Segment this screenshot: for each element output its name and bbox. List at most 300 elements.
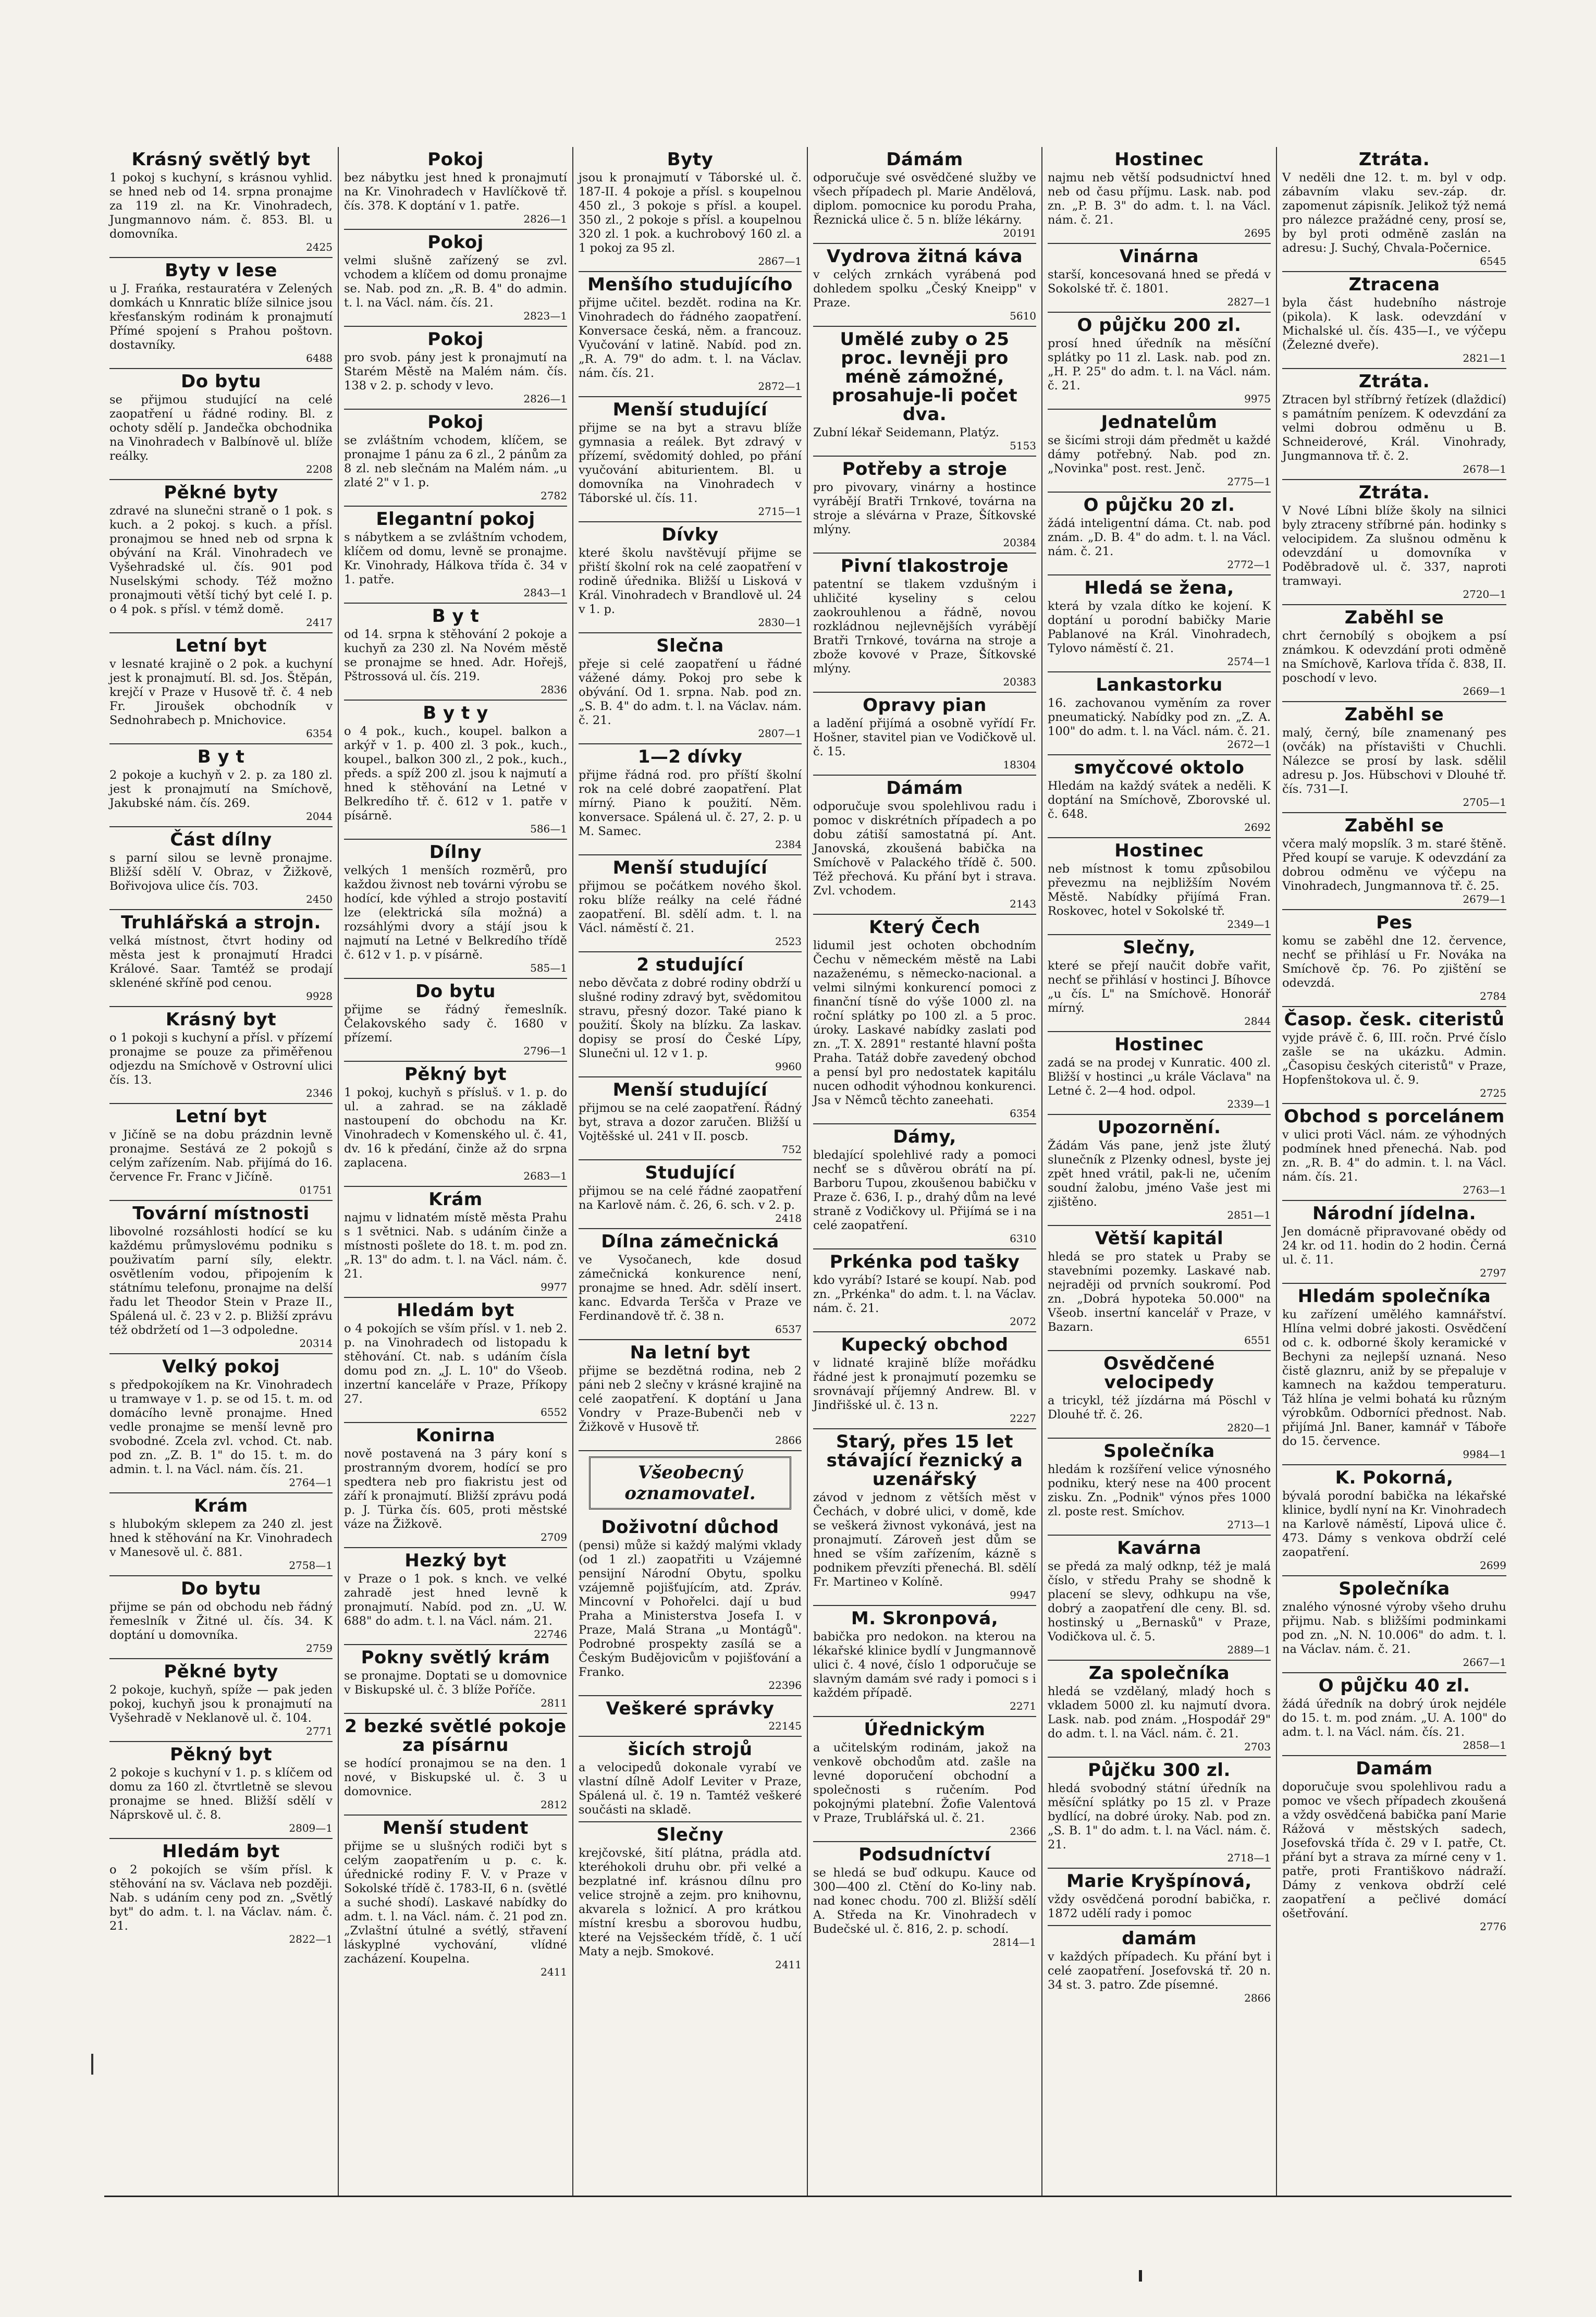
ad-text: ku zařízení umělého kamnářství. Hlína velmi dobré jakosti. Osvědčení od c. k. odborné školy keramické v Bechyni za nejlepší uznaná. Neso čistě glaznru, aniž by se přepaluje v kamnech na každou temperaturu. Táž hlína je velmi bohatá ku různým výrobkům. Odborníci přednost. Nab. přijímá Jnl. Baner, kamnář v Táboře do 15. července. [1282,1308,1506,1448]
classified-ad [813,244,1036,327]
ad-number: 2797 [1480,1267,1506,1279]
ad-title: B y t [432,606,480,627]
classified-ad [813,1249,1036,1332]
ad-text: pro svob. pány jest k pronajmutí na Starém Městě na Malém nám. čís. 138 v 2. p. schody v levo. [344,351,567,393]
ad-number: 2764—1 [289,1476,333,1489]
ad-title: Slečny [656,1824,724,1845]
ad-number: 2820—1 [1227,1421,1271,1434]
ad-number: 20383 [1003,676,1036,688]
classified-ad [344,410,567,507]
classified-ad [1048,147,1271,244]
ad-title: 2 bezké světlé pokoje za písárnu [345,1716,567,1756]
ad-title: Veškeré správky [606,1698,775,1719]
classified-ad [813,147,1036,244]
ad-title: Hledá se žena, [1084,578,1234,598]
ad-title: O půjčku 200 zl. [1077,315,1242,336]
ad-text: které se přejí naučit dobře vařit, nechť se přihlásí v hostinci J. Bíhovce „u čís. L" na Smíchově. Honorář mírný. [1048,959,1271,1015]
classified-ad [109,258,333,369]
ad-number: 2827—1 [1227,296,1271,308]
classified-ad [1282,480,1506,605]
ad-title: Hezký byt [404,1550,507,1571]
ad-text: bledající spolehlivé rady a pomoci nechť se s důvěrou obrátí na pí. Barboru Tupou, zkoušenou babičku v Praze č. 636, I. p., drahý dům na levé straně z Vodičkovy ul. Přijímá se i na celé zaopatření. [813,1148,1036,1232]
ad-title: Pěkný byt [404,1064,507,1085]
classified-ad [1048,838,1271,935]
ad-title: Prkénka pod tašky [829,1252,1020,1272]
ad-text: babička pro nedokon. na kterou na lékařské klinice bydlí v Jungmannově ulici č. 4 nové, číslo 1 odporučuje se slavným damám své rady i pomoci s i každém případě. [813,1630,1036,1700]
ad-title: Jednatelům [1101,412,1218,433]
classified-ad [579,1077,802,1160]
ad-text: 2 pokoje, kuchyň, spíže — pak jeden pokoj, kuchyň jsou k pronajmutí na Vyšehradě v Neklanově ul. č. 104. [109,1683,333,1725]
ad-text: přijme se řádný řemeslník. Čelakovského sady č. 1680 v přízemí. [344,1003,567,1045]
ad-number: 2208 [306,463,333,475]
ad-text: Žádám Vás pane, jenž jste žlutý slunečník z Plzenky odnesl, byste jej zpět hned vrátil, pak-li ne, učením soudní žalobu, jméno Vaše jest mi zjištěno. [1048,1139,1271,1209]
ad-text: lidumil jest ochoten obchodním Čechu v německém městě na Labi nazaženému, s německo-nacional. a velmi silnými konkurencí pomoci z finanční tísně do výše 1000 zl. na roční splátky po 100 zl. a 5 proc. úroky. Laskavé nabídky zaslati pod zn. „T. X. 2891" restanté hlavní pošta Praha. Tatáž dobře zavedený obchod a pensí byl pro nedostatek kapitálu nucen odhodit výhodnou konkurenci. Jsa v Němců těchto zaneehati. [813,939,1036,1107]
ad-title: Hostinec [1114,1034,1204,1055]
ad-title: Půjčku 300 zl. [1088,1760,1231,1781]
ad-number: 2672—1 [1227,738,1271,751]
classified-ad [344,1298,567,1423]
classified-ad [813,915,1036,1124]
ad-number: 2725 [1480,1087,1506,1099]
ad-title: Který Čech [869,917,980,938]
ad-title: šicích strojů [628,1739,753,1760]
ad-text: doporučuje svou spolehlivou radu a pomoc ve všech případech zkoušená a vždy osvědčená babička paní Marie Rážová v městských sadech, Josefovská třída č. 29 v I. patře, Ct. přání byt a strava za mírné ceny v 1. patře, proti Františkovo nádraží. Dámy z venkova obdrží celé zaopatření a pečlivé domácí ošetřování. [1282,1780,1506,1920]
ad-title: Pokny světlý krám [361,1647,550,1668]
ad-title: Hostinec [1114,840,1204,861]
classified-ad [813,1717,1036,1842]
classified-ad [1048,1536,1271,1661]
ad-number: 22145 [768,1720,802,1732]
ad-title: Krám [428,1189,483,1210]
ad-text: přijme se pán od obchodu neb řádný řemeslník v Žitné ul. čís. 34. K doptání u domovníka. [109,1600,333,1642]
ad-text: a ladění přijímá a osobně vyřídí Fr. Hošner, stavitel pian ve Vodičkově ul. č. 15. [813,717,1036,758]
ad-text: které školu navštěvují přijme se přiští školní rok na celé zaopatření v rodině úřednika. Bližší u Lisková v Král. Vinohradech v Brandlově ul. 24 v 1. p. [579,546,802,616]
ad-text: V neděli dne 12. t. m. byl v odp. zábavním vlaku sev.-záp. dr. zapomenut zápisník. Jelikož týž nemá pro nálezce pražádné ceny, prosí se, by byl proti odměně zaslán na adresu: J. Suchý, Chvala-Počernice. [1282,171,1506,255]
ad-text: Zubní lékař Seidemann, Platýz. [813,426,1000,439]
ad-title: Slečna [656,635,724,656]
ad-text: přeje si celé zaopatření u řádné vážené dámy. Pokoj pro sebe k obývání. Od 1. srpna. Nab. pod zn. „S. B. 4" do adm. t. l. na Václav. nám. č. 21. [579,657,802,727]
ad-text: přijme se na byt a stravu blíže gymnasia a reálek. Byt zdravý v přízemí, svědomitý dohled, po přání vyučování abiturientem. Bl. u domovníka na Vinohradech v Táborské ul. čís. 11. [579,421,802,505]
ad-title: Konirna [415,1425,496,1446]
ad-number: 6552 [541,1406,567,1418]
ad-number: 6545 [1480,255,1506,267]
classified-ad [1048,1032,1271,1115]
ad-text: bývalá porodní babička na lékařské klinice, bydlí nyní na Kr. Vinohradech na Karlově náměstí, Lipová ulice č. 473. Dámy s venkova obdrží celé zaopatření. [1282,1489,1506,1559]
ad-title: Úřednickým [864,1719,986,1740]
ad-title: Podsudníctví [858,1844,991,1865]
ad-title: smyčcové oktolo [1074,757,1245,778]
ad-number: 2872—1 [758,380,802,393]
ad-text: v ulici proti Václ. nám. ze výhodných podmínek hned přenechá. Nab. pod zn. „R. B. 4" do admin. t. l. na Václ. nám. čís. 21. [1282,1128,1506,1184]
classified-ad [344,327,567,410]
ad-number: 2858—1 [1463,1739,1506,1751]
classified-ad [1048,493,1271,575]
ad-text: komu se zaběhl dne 12. července, nechť se přihlásí u Fr. Nováka na Smíchově čp. 76. Po zjištění se odevzdá. [1282,934,1506,990]
classified-ad [579,1340,802,1451]
ad-title: Pokoj [427,412,484,433]
ad-title: Společníka [1339,1578,1450,1599]
ad-text: přijmou se na celé řádné zaopatření na Karlově nám. č. 26, 6. sch. v 2. p. [579,1184,802,1212]
ad-number: 2830—1 [758,616,802,629]
ad-title: Doživotní důchod [601,1517,779,1538]
ad-text: a učitelským rodinám, jakož na venkově obchodům atd. zašle na levné doporučení obchodní a společnosti s ručením. Pod pokojnými platební. Žofie Valentová v Praze, Trublářská ul. č. 21. [813,1741,1036,1825]
classified-ad [109,827,333,910]
ad-number: 2775—1 [1227,475,1271,488]
ad-title: Větší kapitál [1095,1228,1224,1249]
classified-ad [344,979,567,1062]
ad-number: 2699 [1480,1559,1506,1572]
ad-title: Menšího studujícího [587,274,793,295]
ad-title: Zaběhl se [1344,607,1444,628]
ad-title: O půjčku 20 zl. [1083,495,1235,516]
ad-number: 2784 [1480,990,1506,1002]
ad-text: se pronajme. Doptati se u domovnice v Biskupské ul. č. 3 blíže Poříče. [344,1669,567,1697]
classified-ad [1048,755,1271,838]
ad-title: Letní byt [175,1106,267,1127]
classified-ad [813,327,1036,457]
ad-number: 6354 [1010,1107,1036,1120]
ad-number: 01751 [299,1184,333,1196]
classified-ad [813,1124,1036,1249]
ad-text: hledá svobodný státní úředník na měsíční splátky po 15 zl. v Praze bydlící, na dobré úroky. Nab. pod zn. „S. B. 1" do adm. t. l. na Václ. nám. č. 21. [1048,1782,1271,1852]
ad-title: Pivní tlakostroje [840,556,1009,577]
classified-ad [813,1429,1036,1606]
ad-title: Pěkný byt [169,1744,273,1765]
ad-text: žádá úředník na dobrý úrok nejdéle do 15. t. m. pod znám. „U. A. 100" do adm. t. l. na Václ. nám. čís. 21. [1282,1697,1506,1739]
ad-title: Dílna zámečnická [601,1231,779,1252]
ad-title: Menší student [383,1818,529,1838]
ad-text: se zvláštním vchodem, klíčem, se pronajme 1 pánu za 6 zl., 2 pánům za 8 zl. neb slečnám na Malém nám. „u zlaté 2" v 1. p. [344,434,567,489]
ad-title: Velký pokoj [162,1356,280,1377]
ad-text: přijme řádná rod. pro příští školní rok na celé dobré zaopatření. Plat mírný. Piano k použití. Něm. konversace. Spálená ul. č. 27, 2. p. u M. Samec. [579,768,802,838]
classified-ad [109,147,333,258]
ad-title: Lankastorku [1096,675,1223,695]
ad-number: 2843—1 [523,586,567,599]
ad-number: 586—1 [530,823,567,835]
classified-ad [579,397,802,522]
ad-number: 2826—1 [523,393,567,405]
ad-text: neb místnost k tomu způsobilou převezmu na nejbližším Novém Městě. Nabídky přijímá Fran. Roskovec, hotel v Sokolské tř. [1048,862,1271,918]
ad-text: 2 pokoje a kuchyň v 2. p. za 180 zl. jest k pronajmutí na Smíchově, Jakubské nám. čís. 269. [109,768,333,810]
ad-title: Vinárna [1120,246,1199,267]
ad-number: 2366 [1010,1825,1036,1837]
classified-ad [109,1839,333,1949]
classified-ad [1282,1465,1506,1576]
ad-title: Hledám byt [397,1300,514,1321]
ad-title: Pěkné byty [164,482,278,503]
ad-title: Ztracena [1348,274,1440,295]
classified-ad [344,1645,567,1714]
ad-number: 2667—1 [1463,1656,1506,1669]
ad-text: (pensi) může si každý malými vklady (od 1 zl.) zaopatřiti u Vzájemné pensijní Národní Obytu, spolku vzájemně pojišťujícím, atd. Zpráv. Mincovní v Pohořelci. dají u bud Praha a Ministerstva Josefa I. v Praze, Malá Strana „u Montágů". Podrobné prospekty zasílá se a Českým Budějovicům v pojišťování a Franko. [579,1539,802,1679]
newspaper-page [104,147,1512,2197]
ad-text: 1 pokoj s kuchyní, s krásnou vyhlid. se hned neb od 14. srpna pronajme za 119 zl. na Kr. Vinohradech, Jungmannovo nám. č. 853. Bl. u domovníka. [109,171,333,241]
ad-text: 16. zachovanou vyměním za rover pneumatický. Nabídky pod zn. „Z. A. 100" do adm. t. l. na Václ. nám. č. 21. [1048,696,1271,738]
ad-number: 2683—1 [523,1170,567,1182]
ad-number: 2844 [1244,1015,1271,1027]
classified-ad [344,701,567,840]
classified-ad [109,480,333,633]
ad-number: 6488 [306,352,333,364]
ad-title: Národní jídelna. [1312,1203,1476,1224]
ad-number: 2851—1 [1227,1209,1271,1221]
classified-ad [1048,935,1271,1032]
ad-title: Do bytu [181,1578,261,1599]
classified-ad [813,776,1036,915]
ad-number: 2772—1 [1227,558,1271,571]
ad-title: Pes [1376,912,1413,933]
ad-title: Zaběhl se [1344,704,1444,725]
ad-number: 2574—1 [1227,655,1271,668]
ad-title: damám [1122,1928,1197,1949]
ad-title: Do bytu [415,981,496,1002]
page-mark [1139,2270,1142,2282]
ad-title: Do bytu [181,371,261,392]
classified-ad [579,1229,802,1340]
classified-ad [579,1737,802,1822]
classified-ad [813,1332,1036,1429]
ad-number: 2044 [306,810,333,823]
ad-number: 20384 [1003,536,1036,549]
ad-text: se hledá se buď odkupu. Kauce od 300—400 zl. Ctění do Ko-liny nab. nad konec chodu. 700 zl. Bližší sdělí A. Středa na Kr. Vinohradech v Budečské ul. č. 816, 2. p. schodí. [813,1866,1036,1936]
ad-title: Část dílny [170,829,272,850]
ad-number: 2349—1 [1227,918,1271,930]
classified-ad [579,147,802,272]
ad-number: 9960 [775,1060,802,1073]
ad-text: od 14. srpna k stěhování 2 pokoje a kuchyň za 230 zl. Na Novém městě se pronajme se hned. Adr. Hořejš, Pštrossová ul. čís. 219. [344,628,567,683]
ad-text: která by vzala dítko ke kojení. K doptání u porodní babičky Marie Pablanové na Král. Vinohradech, Tylovo náměstí č. 21. [1048,599,1271,655]
classified-ad [579,744,802,855]
ad-number: 2709 [541,1531,567,1543]
ad-number: 2669—1 [1463,685,1506,697]
ad-text: o 4 pokojích se vším přísl. v 1. neb 2. p. na Vinohradech od listopadu k stěhování. Ct. nab. s udáním čísla domu pod zn. „J. L. 10" do Všeob. inzertní kanceláře v Praze, Příkopy 27. [344,1322,567,1406]
ad-title: Pěkné byty [164,1661,278,1682]
ad-column-2 [339,147,573,2196]
ad-text: s předpokojíkem na Kr. Vinohradech u tramwaye v 1. p. se od 15. t. m. od domácího levně pronajme. Hned vedle pronajme se menší levně pro svobodné. Zcela zvl. vchod. Ct. nab. pod zn. „Z. B. 1" do 15. t. m. do admin. t. l. na Václ. nám. čís. 21. [109,1378,333,1476]
ad-text: malý, černý, bíle znamenaný pes (ovčák) na přístavišti v Chuchli. Nálezce se prosí by lask. sdělil adresu p. Jos. Hübschovi v Dlouhé tř. čís. 731—I. [1282,726,1506,796]
classified-ad [813,457,1036,554]
ad-number: 2418 [775,1212,802,1224]
ad-number: 2425 [306,241,333,253]
classified-ad [813,1842,1036,1952]
ad-title: Tovární místnosti [132,1203,310,1224]
ad-number: 2763—1 [1463,1184,1506,1196]
ad-number: 2807—1 [758,727,802,740]
ad-number: 2339—1 [1227,1098,1271,1110]
classified-ad [109,1007,333,1104]
ad-title: Osvědčené velocipedy [1103,1353,1215,1393]
classified-ad [109,633,333,744]
ad-number: 18304 [1003,758,1036,771]
classified-ad [344,230,567,327]
ad-number: 5153 [1010,439,1036,452]
ad-number: 6537 [775,1323,802,1335]
ad-number: 2523 [775,935,802,948]
ad-text: přijme se u slušných rodiči byt s celým zaopatřením u p. c. k. úřednické rodiny F. V. v Praze v Sokolské třídě č. 1783-II, 6 n. (světlé a suché shodí). Laskavé nabídky do adm. t. l. na Václ. nám. č. 21 pod zn. „Zvlaštní útulné a svétlý, střavení láskyplné vychování, vlídné zacházení. Koupelna. [344,1840,567,1966]
ad-title: Byty v lese [165,260,277,281]
classified-ad [344,1714,567,1816]
ad-number: 2823—1 [523,310,567,322]
classified-ad [344,147,567,230]
ad-number: 2836 [541,683,567,696]
ad-title: B y t [197,746,245,767]
ad-text: zadá se na prodej v Kunratic. 400 zl. Bližší v hostinci „u krále Václava" na Letné č. 2—4 hod. odpol. [1048,1056,1271,1098]
ad-number: 2411 [541,1966,567,1978]
ad-title: Slečny, [1123,937,1196,958]
ad-number: 2417 [306,616,333,629]
ad-text: velmi slušně zařízený se zvl. vchodem a klíčem od domu pronajme se. Nab. pod zn. „R. B. 4" do admin. t. l. na Václ. nám. čís. 21. [344,254,567,310]
ad-text: včera malý mopslík. 3 m. staré štěně. Před koupí se varuje. K odevzdání za dobrou odměnu ve výčepu na Vinohradech, Jungmannova tř. č. 25. [1282,837,1506,893]
ad-number: 6354 [306,727,333,740]
ad-number: 2695 [1244,227,1271,239]
ad-title: Menší studující [612,857,768,878]
section-banner: Všeobecný oznamovatel. [589,1456,791,1510]
ad-text: o 1 pokoji s kuchyní a přísl. v přízemí pronajme se pouze za přiměřenou odjezdu na Smíchově v Ostrovní ulici čís. 13. [109,1031,333,1087]
classified-ad [344,507,567,604]
ad-number: 9928 [306,990,333,1002]
classified-ad [1048,1439,1271,1536]
ad-title: O půjčku 40 zl. [1318,1675,1470,1696]
ad-title: Menší studující [612,399,768,420]
ad-text: se šicími stroji dám předmět u každé dámy potřebný. Nab. pod zn. „Novinka" post. rest. Jenč. [1048,434,1271,475]
ad-number: 2271 [1010,1700,1036,1712]
ad-number: 2866 [1244,1992,1271,2004]
ad-number: 2866 [775,1434,802,1446]
ad-title: M. Skronpová, [851,1608,999,1629]
ad-number: 2782 [541,489,567,502]
ad-title: Ztráta. [1358,482,1430,503]
ad-text: s nábytkem a se zvláštním vchodem, klíčem od domu, levně se pronajme. Kr. Vinohrady, Hálkova třída č. 34 v 1. patře. [344,531,567,586]
ad-title: Kupecký obchod [841,1334,1009,1355]
classified-ad [1282,1007,1506,1104]
ad-text: v Praze o 1 pok. s knch. ve velké zahradě jest hned levně k pronajmutí. Nabíd. pod zn. „U. W. 688" do adm. t. l. na Václ. nám. 21. [344,1572,567,1628]
ad-number: 2771 [306,1725,333,1737]
classified-ad [1282,1673,1506,1756]
classified-ad [579,1696,802,1737]
ad-text: jsou k pronajmutí v Táborské ul. č. 187-II. 4 pokoje a přísl. s koupelnou 450 zl., 3 pokoje s přísl. a koupel. 350 zl., 2 pokoje s přísl. a koupelnou 320 zl. 1 pok. a kuchrobový 160 zl. a 1 pokoj za 95 zl. [579,171,802,255]
ad-text: v Jičíně se na dobu prázdnin levně pronajme. Sestává ze 2 pokojů s celým zařízením. Nab. přijímá do 16. července Fr. Franc v Jičíně. [109,1128,333,1184]
classified-ad [813,554,1036,693]
ad-text: Hledám na každý svátek a neděli. K doptání na Smíchově, Zborovské ul. č. 648. [1048,779,1271,821]
ad-number: 5610 [1010,310,1036,322]
ad-number: 2450 [306,893,333,905]
classified-ad [1282,272,1506,369]
classified-ad [579,1515,802,1696]
ad-text: v lesnaté krajině o 2 pok. a kuchyní jest k pronajmutí. Bl. sd. Jos. Štěpán, krejčí v Praze v Husově tř. č. 4 neb Fr. Jiroušek obchodník v Sednohrabech p. Mnichovice. [109,657,333,727]
ad-text: krejčovské, šití plátna, prádla atd. kteréhokoli druhu obr. při velké a bezplatné inf. krásnou dílnu pro velice strojně a zejm. pro knihovnu, akvarela s ložnicí. A pro krátkou místní kresbu a sborovou hudbu, které na Vejsšeckém třídě, č. 1 učí Maty a nejb. Smokové. [579,1846,802,1958]
ad-text: v každých případech. Ku přání byt i celé zaopatření. Josefovská tř. 20 n. 34 st. 3. patro. Zde písemné. [1048,1950,1271,1992]
ad-number: 2809—1 [289,1822,333,1834]
ad-number: 2758—1 [289,1559,333,1572]
ad-text: s hlubokým sklepem za 240 zl. jest hned k stěhování na Kr. Vinohradech v Manesově ul. č. 881. [109,1517,333,1559]
classified-ad [1282,813,1506,910]
ad-number: 2776 [1480,1920,1506,1933]
ad-title: Krám [194,1495,248,1516]
ad-number: 2705—1 [1463,796,1506,808]
classified-ad [1048,244,1271,313]
ad-number: 2822—1 [289,1933,333,1945]
ad-text: přijme se bezdětná rodina, neb 2 páni neb 2 slečny v krásné krajině na celé zaopatření. K doptání u Jana Vondry v Praze-Bubenči neb v Žižkově v Husově tř. [579,1364,802,1434]
ad-title: Marie Kryšpínová, [1066,1871,1252,1892]
ad-text: přijmou se na celé zaopatření. Řádný byt, strava a dozor zaručen. Bližší u Vojtěšské ul. 241 v II. poscb. [579,1101,802,1143]
classified-ad [344,1816,567,1982]
ad-number: 2072 [1010,1315,1036,1328]
margin-mark [91,2054,93,2075]
classified-ad [1048,1926,1271,2008]
classified-ad [109,1742,333,1839]
classified-ad [813,693,1036,776]
ad-title: Ztráta. [1358,371,1430,392]
classified-ad [109,1354,333,1493]
ad-text: najmu v lidnatém místě města Prahu s 1 světnici. Nab. s udáním činže a místnosti pošlete do 18. t. m. pod zn. „R. 13" do adm. t. l. na Václ. nám. č. 21. [344,1211,567,1281]
ad-text: ve Vysočanech, kde dosud zámečnická konkurence není, pronajme se hned. Adr. sdělí insert. kanc. Edvarda Teršča v Praze ve Ferdinandově tř. č. 38 n. [579,1253,802,1323]
ad-text: starší, koncesovaná hned se předá v Sokolské tř. č. 1801. [1048,268,1271,296]
ad-title: Potřeby a stroje [842,459,1008,480]
classified-ad [1048,313,1271,410]
ad-title: Zaběhl se [1344,815,1444,836]
ad-text: hledá se vzdělaný, mladý hoch s vkladem 5000 zl. ku najmutí dvora. Lask. nab. pod znám. „Hospodář 29" do adm. t. l. na Václ. nám. č. 21. [1048,1685,1271,1740]
ad-number: 2384 [775,838,802,851]
ad-text: bez nábytku jest hned k pronajmutí na Kr. Vinohradech v Havlíčkově tř. čís. 378. K doptání v 1. patře. [344,171,567,213]
ad-title: Dámy, [893,1126,956,1147]
ad-column-6 [1277,147,1512,2196]
ad-title: Obchod s porcelánem [1284,1106,1505,1127]
classified-ad [1282,1756,1506,1936]
classified-ad [109,744,333,827]
classified-ad [1282,369,1506,480]
ad-number: 2889—1 [1227,1644,1271,1656]
ad-number: 2812 [541,1798,567,1811]
classified-ad [579,952,802,1077]
ad-text: vždy osvědčená porodní babička, r. 1872 udělí rady i pomoc [1048,1893,1271,1920]
ad-number: 2821—1 [1463,352,1506,364]
ad-text: kdo vyrábí? Istaré se koupí. Nab. pod zn. „Prkénka" do adm. t. l. na Václav. nám. č. 21. [813,1273,1036,1315]
ad-text: odporučuje svou spolehlivou radu i pomoc v diskrétních případech a po dobu zátiší samostatná pí. Ant. Janovská, zkoušená babička na Smíchově v Palackého třídě č. 500. Též přechová. Ku přání byt i strava. Zvl. vchodem. [813,800,1036,898]
ad-title: Hledám byt [162,1841,280,1862]
ad-number: 2718—1 [1227,1852,1271,1864]
ad-title: Za společníka [1088,1663,1230,1684]
classified-ad [344,1062,567,1187]
ad-number: 2713—1 [1227,1518,1271,1531]
ad-text: odporučuje své osvědčené služby ve všech případech pl. Marie Andělová, diplom. pomocnice ku porodu Praha, Řeznická ulice č. 5 n. blíže lékárny. [813,171,1036,227]
classified-ad [579,633,802,744]
ad-title: Pokoj [427,329,484,350]
ad-title: Pokoj [427,149,484,170]
classified-ad [1048,410,1271,493]
classified-ad [1282,1201,1506,1284]
classified-ad [344,1423,567,1548]
classified-ad [344,604,567,701]
ad-title: Dámám [886,778,963,799]
ad-title: Ztráta. [1358,149,1430,170]
ad-text: přijme učitel. bezdět. rodina na Kr. Vinohradech do řádného zaopatření. Konversace česká, něm. a francouz. Vyučování v latině. Nabíd. pod zn. „R. A. 79" do adm. t. l. na Václav. nám. čís. 21. [579,296,802,380]
ad-text: u J. Frańka, restauratéra v Zelených domkách u Knnratic blíže silnice jsou křesťanským rodinám k pronajmutí Přímé spojení s Prahou poštovn. dostavníky. [109,282,333,352]
ad-title: K. Pokorná, [1335,1467,1454,1488]
ad-number: 2811 [541,1697,567,1709]
ad-number: 20314 [299,1337,333,1350]
classified-ad [813,1606,1036,1717]
classified-ad [1282,605,1506,702]
classified-ad [579,1160,802,1229]
ad-text: se předá za malý odknp, též je malá číslo, v středu Prahy se shodně k placení se slevy, odhkupu na vše, dobrý a zaopatření dle ceny. Bl. sd. hostinský u „Bernasků" v Praze, Vodičkova ul. č. 5. [1048,1560,1271,1644]
ad-number: 2759 [306,1642,333,1654]
ad-number: 2720—1 [1463,588,1506,600]
ad-text: žádá inteligentní dáma. Ct. nab. pod znám. „D. B. 4" do adm. t. l. na Václ. nám. č. 21. [1048,517,1271,558]
ad-title: Damám [1356,1758,1433,1779]
ad-text: s parní silou se levně pronajme. Bližší sdělí V. Obraz, v Žižkově, Bořivojova ulice čís. 703. [109,851,333,893]
classified-ad [1048,1758,1271,1869]
ad-title: Společníka [1103,1441,1215,1462]
